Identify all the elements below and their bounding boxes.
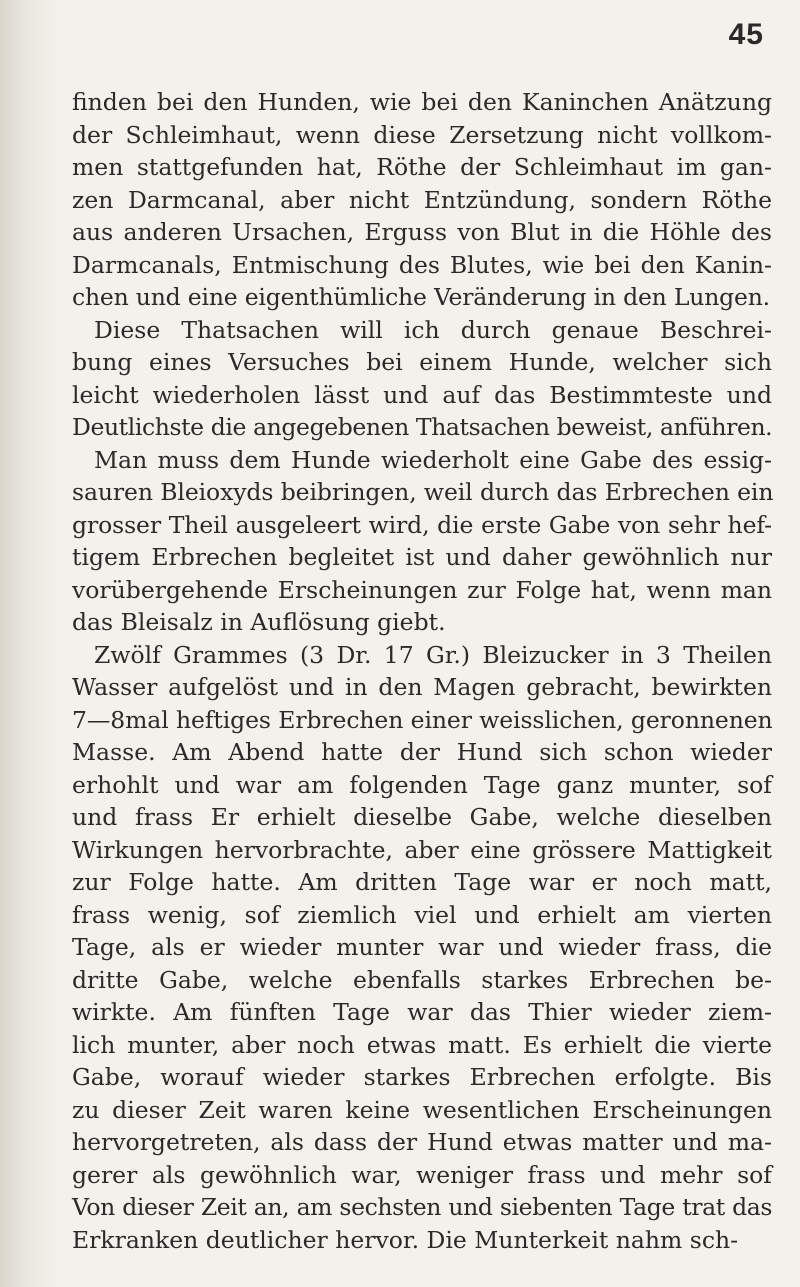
text-line: leicht wiederholen lässt und auf das Bestimmteste und (72, 380, 772, 409)
text-line: der Schleimhaut, wenn diese Zersetzung nicht vollkom- (72, 120, 772, 149)
text-line: Tage, als er wieder munter war und wieder frass, die (72, 933, 772, 961)
paragraph-start-line: Diese Thatsachen will ich durch genaue Beschrei- (94, 315, 772, 344)
text-line: gerer als gewöhnlich war, weniger frass und mehr sof (72, 1160, 772, 1189)
text-line: vorübergehende Erscheinungen zur Folge hat, wenn man (72, 575, 772, 604)
text-line: grosser Theil ausgeleert wird, die erste Gabe von sehr hef- (72, 510, 772, 539)
text-line: Darmcanals, Entmischung des Blutes, wie bei den Kanin- (72, 250, 772, 279)
paragraph-start-line: Man muss dem Hunde wiederholt eine Gabe des essig- (94, 445, 772, 474)
text-line: erhohlt und war am folgenden Tage ganz munter, sof (72, 770, 772, 799)
text-line: Wasser aufgelöst und in den Magen gebracht, bewirkten (72, 673, 772, 701)
text-line: chen und eine eigenthümliche Veränderung in den Lungen. (72, 283, 770, 311)
text-line: bung eines Versuches bei einem Hunde, welcher sich (72, 348, 772, 376)
text-line: und frass Er erhielt dieselbe Gabe, welche dieselben (72, 803, 772, 831)
text-line: sauren Bleioxyds beibringen, weil durch das Erbrechen ein (72, 478, 774, 506)
text-line: aus anderen Ursachen, Erguss von Blut in die Höhle des (72, 218, 772, 246)
text-line: lich munter, aber noch etwas matt. Es erhielt die vierte (72, 1030, 772, 1059)
text-line: frass wenig, sof ziemlich viel und erhielt am vierten (72, 900, 772, 929)
page-left-edge-shadow (0, 0, 60, 1287)
text-line: finden bei den Hunden, wie bei den Kaninchen Anätzung (72, 88, 772, 116)
text-line: Gabe, worauf wieder starkes Erbrechen erfolgte. Bis (72, 1063, 772, 1091)
paragraph-start-line: Zwölf Grammes (3 Dr. 17 Gr.) Bleizucker in 3 Theilen (94, 640, 772, 669)
text-line: hervorgetreten, als dass der Hund etwas matter und ma- (72, 1128, 772, 1156)
text-line: zen Darmcanal, aber nicht Entzündung, sondern Röthe (72, 185, 772, 214)
text-line: men stattgefunden hat, Röthe der Schleimhaut im gan- (72, 153, 772, 181)
body-text (72, 86, 772, 1256)
text-line: Deutlichste die angegebenen Thatsachen beweist, anführen. (72, 413, 773, 441)
text-line: Von dieser Zeit an, am sechsten und siebenten Tage trat das (72, 1193, 772, 1221)
text-line: das Bleisalz in Auflösung giebt. (72, 608, 446, 636)
text-line: Masse. Am Abend hatte der Hund sich schon wieder (72, 738, 772, 766)
text-line: 7—8mal heftiges Erbrechen einer weisslichen, geronnenen (72, 705, 773, 734)
text-line: zu dieser Zeit waren keine wesentlichen Erscheinungen (72, 1095, 772, 1124)
text-line: tigem Erbrechen begleitet ist und daher gewöhnlich nur (72, 543, 772, 571)
text-line: Erkranken deutlicher hervor. Die Munterkeit nahm sch- (72, 1225, 739, 1254)
text-line: Wirkungen hervorbrachte, aber eine grössere Mattigkeit (72, 835, 772, 864)
text-line: zur Folge hatte. Am dritten Tage war er noch matt, (72, 868, 772, 896)
text-line: wirkte. Am fünften Tage war das Thier wieder ziem- (72, 998, 772, 1026)
page-number: 45 (728, 18, 764, 51)
text-line: dritte Gabe, welche ebenfalls starkes Erbrechen be- (72, 965, 772, 994)
